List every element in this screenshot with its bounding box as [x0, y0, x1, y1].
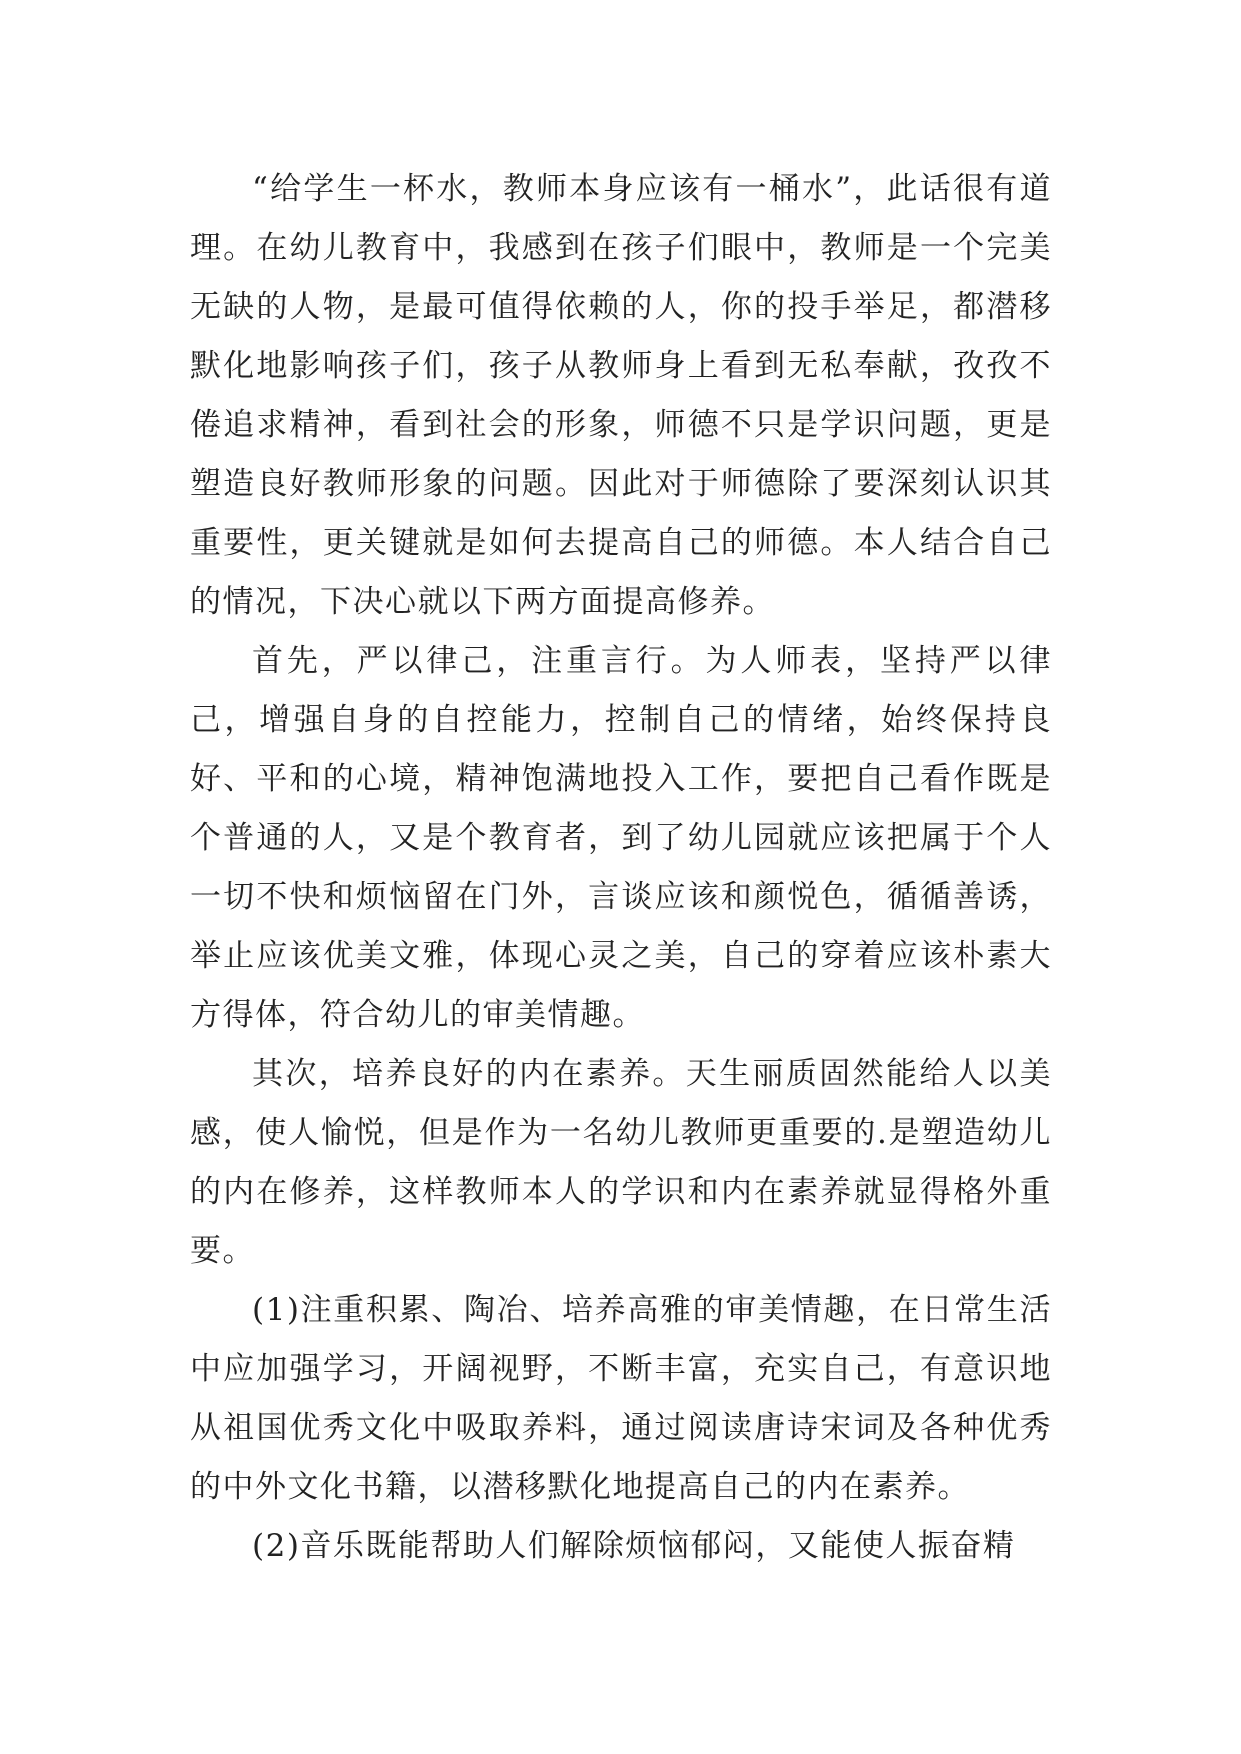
paragraph-item-2: (2)音乐既能帮助人们解除烦恼郁闷，又能使人振奋精: [252, 1528, 1016, 1564]
paragraph-first-point: 首先，严以律己，注重言行。为人师表，坚持严以律己，增强自身的自控能力，控制自己的情绪，始终保持良好、平和的心境，精神饱满地投入工作，要把自己看作既是个普通的人，又是个教育者，到了幼儿园就应该把属于个人一切不快和烦恼留在门外，言谈应该和颜悦色，循循善诱，举止应该优美文雅，体现心灵之美，自己的穿着应该朴素大方得体，符合幼儿的审美情趣。: [190, 643, 1052, 1033]
document-body: [190, 160, 1052, 1576]
paragraph-second-point: 其次，培养良好的内在素养。天生丽质固然能给人以美感，使人愉悦，但是作为一名幼儿教师更重要的.是塑造幼儿的内在修养，这样教师本人的学识和内在素养就显得格外重要。: [190, 1056, 1052, 1269]
paragraph-intro: “给学生一杯水，教师本身应该有一桶水”，此话很有道理。在幼儿教育中，我感到在孩子们眼中，教师是一个完美无缺的人物，是最可值得依赖的人，你的投手举足，都潜移默化地影响孩子们，孩子从教师身上看到无私奉献，孜孜不倦追求精神，看到社会的形象，师德不只是学识问题，更是塑造良好教师形象的问题。因此对于师德除了要深刻认识其重要性，更关键就是如何去提高自己的师德。本人结合自己的情况，下决心就以下两方面提高修养。: [190, 171, 1052, 620]
paragraph-item-1: (1)注重积累、陶冶、培养高雅的审美情趣，在日常生活中应加强学习，开阔视野，不断丰富，充实自己，有意识地从祖国优秀文化中吸取养料，通过阅读唐诗宋词及各种优秀的中外文化书籍，以潜移默化地提高自己的内在素养。: [190, 1292, 1052, 1505]
